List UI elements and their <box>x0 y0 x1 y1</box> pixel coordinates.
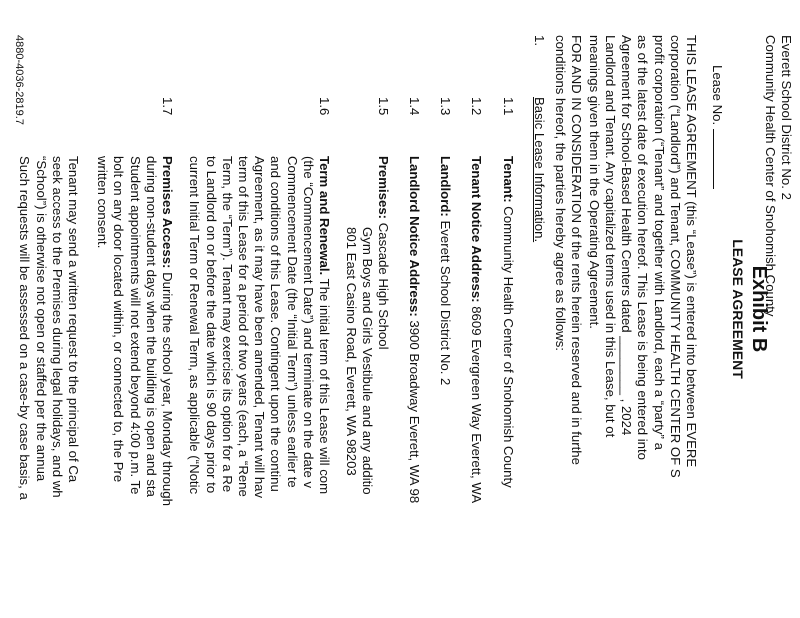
term-line: Commencement Date (the “Initial Term”) unless earlier te <box>284 156 300 488</box>
exhibit-title: Exhibit B <box>748 265 770 353</box>
item-label: Tenant: <box>501 156 516 203</box>
intro-line: Agreement for School-Based Health Centers dated ________ , 2024 <box>619 35 635 436</box>
access-line: bolt on any door located within, or connected to, the Pre <box>111 156 127 483</box>
request-line: Tenant may send a written request to the principal of Ca <box>66 156 81 483</box>
request-line: Such requests will be assessed on a case-by case basis, a <box>17 156 33 500</box>
item-tenant-notice-address <box>468 156 484 503</box>
item-premises <box>375 156 391 350</box>
intro-line: profit corporation (“Tenant” and together with Landlord, each a “party” a <box>651 35 667 450</box>
item-value: 3900 Broadway Everett, WA 98 <box>407 316 422 504</box>
item-value: 8609 Evergreen Way Everett, WA <box>469 302 484 504</box>
term-line: current Initial Term or Renewal Term, as applicable (“Notic <box>187 156 203 495</box>
term-line: Agreement, as it may have been amended, Tenant will hav <box>252 156 268 499</box>
request-line: seek access to the Premises during legal holidays, and wh <box>49 156 65 498</box>
term-line: to Landlord on or before the date which is 90 days prior to <box>203 156 219 494</box>
intro-line: THIS LEASE AGREEMENT (this “Lease”) is entered into between EVERE <box>684 35 699 468</box>
item-number: 1.6 <box>317 97 332 116</box>
intro-line: as of the latest date of execution hereof. This Lease is being entered into <box>635 35 651 460</box>
consideration-line: FOR AND IN CONSIDERATION of the rents herein reserved and in furthe <box>569 35 584 465</box>
access-line: during non-student days when the building is open and sta <box>143 156 159 497</box>
term-line: Term, the “Term”). Tenant may exercise its option for a Re <box>219 156 235 493</box>
premises-details <box>343 227 375 495</box>
premises-detail-line: 801 East Casino Road, Everett, WA 98203 <box>343 227 359 476</box>
term-line: and conditions of this Lease. Contingent upon the continu <box>268 156 284 492</box>
item-tenant <box>500 156 516 488</box>
lease-agreement-title: LEASE AGREEMENT <box>730 239 746 379</box>
item-label: Term and Renewal. <box>317 156 332 276</box>
premises-detail-line: Gym Boys and Girls Vestibule and any additio <box>360 227 375 495</box>
term-line: Term and Renewal. The initial term of this Lease will com <box>317 156 332 495</box>
header-district: Everett School District No. 2 <box>779 35 794 200</box>
document-footer-code: 4880-4036-2819.7 <box>13 35 25 125</box>
item-label: Landlord: <box>438 156 453 217</box>
term-line: term of this Lease for a period of two years (each, a “Rene <box>235 156 251 497</box>
lease-number-label: Lease No. <box>710 65 725 126</box>
item-value: Everett School District No. 2 <box>438 216 453 386</box>
header-health-center: Community Health Center of Snohomish County <box>762 35 778 317</box>
term-line: (the “Commencement Date”) and terminate on the date v <box>300 156 316 489</box>
term-and-renewal <box>186 156 332 498</box>
premises-access <box>94 156 175 506</box>
item-value: Cascade High School <box>376 219 391 350</box>
item-label: Tenant Notice Address: <box>469 156 484 303</box>
intro-line: Landlord and Tenant. Any capitalized terms used in this Lease, but ot <box>602 35 618 438</box>
access-line: Student appointments will not extend beyond 4:00 p.m. Te <box>127 156 143 495</box>
section-heading: Basic Lease Information. <box>532 97 547 243</box>
intro-line: corporation (“Landlord”) and Tenant, COMMUNITY HEALTH CENTER OF S <box>667 35 683 478</box>
access-line: Premises Access: During the school year, Monday through <box>160 156 175 506</box>
item-number: 1.3 <box>438 97 453 116</box>
access-request-paragraph <box>16 156 81 500</box>
section-number: 1. <box>532 35 547 46</box>
item-number: 1.4 <box>407 97 422 116</box>
intro-paragraph <box>586 35 699 478</box>
request-line: “School”) is otherwise not open or staffed per the annua <box>33 156 49 482</box>
item-landlord <box>437 156 453 385</box>
lease-number-blank <box>713 129 725 189</box>
item-label: Landlord Notice Address: <box>407 156 422 317</box>
consideration-line: conditions hereof, the parties hereby agree as follows: <box>552 35 568 351</box>
item-number: 1.2 <box>469 97 484 116</box>
item-label: Premises: <box>376 156 391 220</box>
access-line: written consent. <box>95 156 111 249</box>
item-number: 1.1 <box>501 97 516 116</box>
consideration-paragraph <box>552 35 584 465</box>
intro-line: meanings given them in the Operating Agreement. <box>586 35 602 329</box>
item-number: 1.5 <box>376 97 391 116</box>
lease-number-line <box>709 65 725 189</box>
item-value: Community Health Center of Snohomish County <box>501 202 516 488</box>
item-number: 1.7 <box>160 97 175 116</box>
item-label: Premises Access: <box>160 156 175 269</box>
item-landlord-notice-address <box>406 156 422 503</box>
